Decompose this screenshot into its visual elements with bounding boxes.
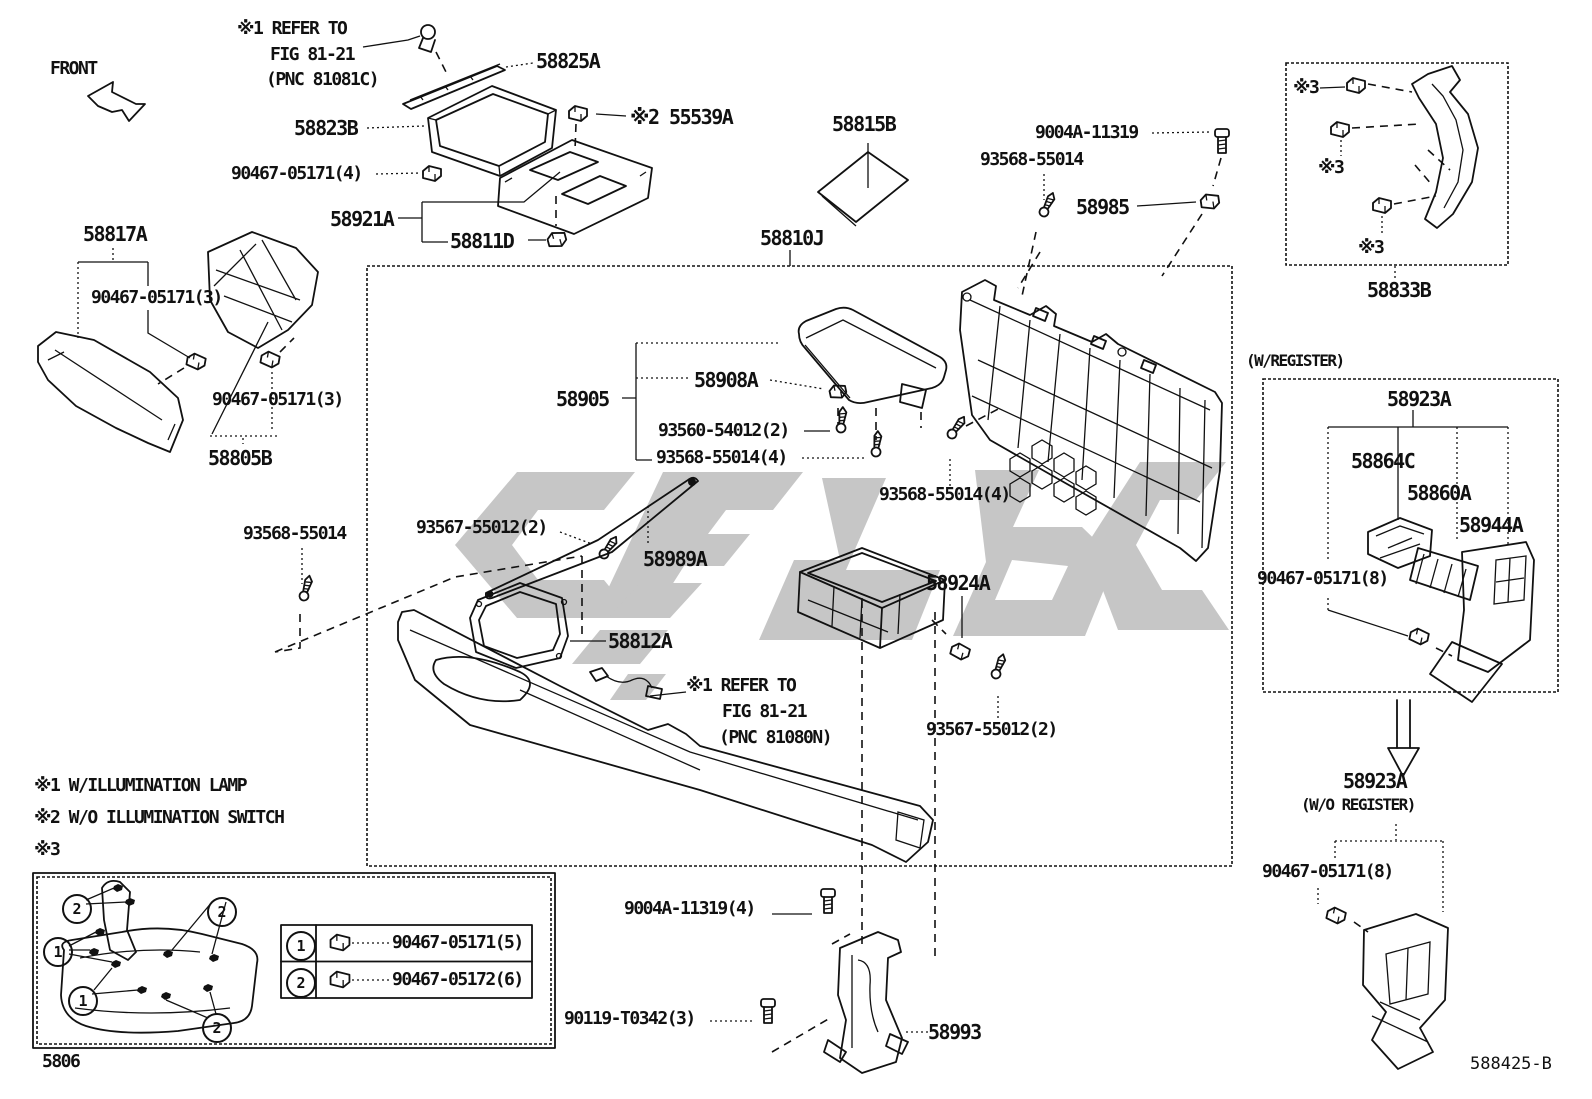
note3-box (33, 873, 555, 1048)
label-93568-55014-left: 93568-55014 (243, 523, 346, 544)
ref2-line1: ※1 REFER TO (686, 675, 796, 696)
label-58944A: 58944A (1459, 513, 1523, 537)
front-direction-arrow (88, 82, 145, 121)
legend-row1-part: 90467-05171(5) (392, 932, 523, 953)
label-90467-05171-4: 90467-05171(4) (231, 163, 362, 184)
leader-90467-4 (376, 173, 420, 174)
ref2-line2: FIG 81-21 (722, 701, 807, 722)
screw-93568-4a (871, 431, 882, 457)
label-93568-55014-top: 93568-55014 (980, 149, 1083, 170)
side-garnish-58817A (38, 332, 183, 452)
clip-90467-8b (1326, 906, 1347, 924)
note-illumination-switch: ※2 W/O ILLUMINATION SWITCH (34, 807, 284, 828)
ref1-line1: ※1 REFER TO (237, 18, 347, 39)
label-58825A: 58825A (536, 49, 600, 73)
legend-clip-icon-2 (331, 972, 350, 988)
trim-part-58833B (1412, 66, 1478, 228)
label-58815B: 58815B (832, 112, 896, 136)
label-58823B: 58823B (294, 116, 358, 140)
clip-90467-3b (260, 351, 280, 369)
page-code: 5806 (42, 1051, 80, 1072)
callout-circle-2c: 2 (202, 1013, 232, 1043)
label-90467-05171-8a: 90467-05171(8) (1257, 568, 1388, 589)
label-58924A: 58924A (926, 571, 990, 595)
label-90467-05171-8b: 90467-05171(8) (1262, 861, 1393, 882)
label-58908A: 58908A (694, 368, 758, 392)
label-58860A: 58860A (1407, 481, 1471, 505)
armrest-58905 (799, 308, 947, 440)
ref1-line3: (PNC 81081C) (266, 69, 379, 90)
label-93567-55012-2a: 93567-55012(2) (416, 517, 547, 538)
w-register-caption: (W/REGISTER) (1246, 351, 1344, 370)
screw-93568-top (1022, 174, 1057, 296)
label-90467-05171-3b: 90467-05171(3) (212, 389, 343, 410)
watermark-logo (455, 462, 1229, 700)
label-58805B: 58805B (208, 446, 272, 470)
screw-93567b (990, 653, 1007, 718)
x3-label-a: ※3 (1293, 77, 1319, 98)
callout-circle-2a: 2 (62, 894, 92, 924)
label-58811D: 58811D (450, 229, 514, 253)
bolt-9004A-11319 (1152, 129, 1229, 186)
clip-90467-3a (186, 353, 206, 371)
x3-label-c: ※3 (1358, 237, 1384, 258)
label-9004A-11319-4: 9004A-11319(4) (624, 898, 755, 919)
label-58993: 58993 (928, 1020, 981, 1044)
screw-93567a (560, 532, 620, 560)
label-55539A: ※2 55539A (630, 105, 733, 129)
x3-label-b: ※3 (1318, 157, 1344, 178)
label-93568-55014-4b: 93568-55014(4) (879, 484, 1010, 505)
label-58923A-wo: 58923A (1343, 769, 1407, 793)
clip-90467-05171-4 (423, 166, 441, 181)
legend-row2-circled-number: 2 (286, 968, 316, 998)
label-58989A: 58989A (643, 547, 707, 571)
label-58817A: 58817A (83, 222, 147, 246)
front-label: FRONT (50, 58, 97, 79)
label-58923A-w: 58923A (1387, 387, 1451, 411)
wo-register-caption: (W/O REGISTER) (1301, 795, 1415, 814)
bracket-58905 (622, 343, 864, 460)
label-90467-05171-3a: 90467-05171(3) (91, 287, 222, 308)
legend-clip-icon-1 (331, 935, 350, 951)
label-58921A: 58921A (330, 207, 394, 231)
label-90119-T0342-3: 90119-T0342(3) (564, 1008, 695, 1029)
label-58833B: 58833B (1367, 278, 1431, 302)
label-58810J: 58810J (760, 226, 824, 250)
legend-row1-circled-number: 1 (286, 931, 316, 961)
bracket-58805B (210, 322, 294, 444)
ref2-line3: (PNC 81080N) (719, 727, 832, 748)
note-x3: ※3 (34, 839, 60, 860)
callout-circle-1a: 1 (43, 937, 73, 967)
label-93568-55014-4a: 93568-55014(4) (656, 447, 787, 468)
callout-circle-1b: 1 (68, 986, 98, 1016)
label-58985: 58985 (1076, 195, 1129, 219)
bolt-9004A-4 (772, 889, 850, 944)
label-93560-54012-2: 93560-54012(2) (658, 420, 789, 441)
clip-55539A (569, 106, 626, 150)
label-58905: 58905 (556, 387, 609, 411)
callout-circle-2b: 2 (207, 897, 237, 927)
bracket-58993 (824, 932, 908, 1073)
transition-arrow-down (1388, 700, 1419, 776)
figure-code: 588425-B (1470, 1054, 1552, 1074)
bolt-90119 (710, 999, 830, 1052)
label-58864C: 58864C (1351, 449, 1415, 473)
clip-58985 (1137, 193, 1220, 276)
label-93567-55012-2b: 93567-55012(2) (926, 719, 1057, 740)
vent-58860A (1410, 548, 1478, 600)
legend-row2-part: 90467-05172(6) (392, 969, 523, 990)
note-illumination-lamp: ※1 W/ILLUMINATION LAMP (34, 775, 247, 796)
label-58812A: 58812A (608, 629, 672, 653)
ref1-line2: FIG 81-21 (270, 44, 355, 65)
plate-58815B (818, 143, 908, 226)
label-9004A-11319: 9004A-11319 (1035, 122, 1138, 143)
rear-panel-58923A-wo (1363, 914, 1448, 1069)
clip-58811D (546, 230, 567, 249)
rear-panel-58944A (1430, 542, 1534, 702)
